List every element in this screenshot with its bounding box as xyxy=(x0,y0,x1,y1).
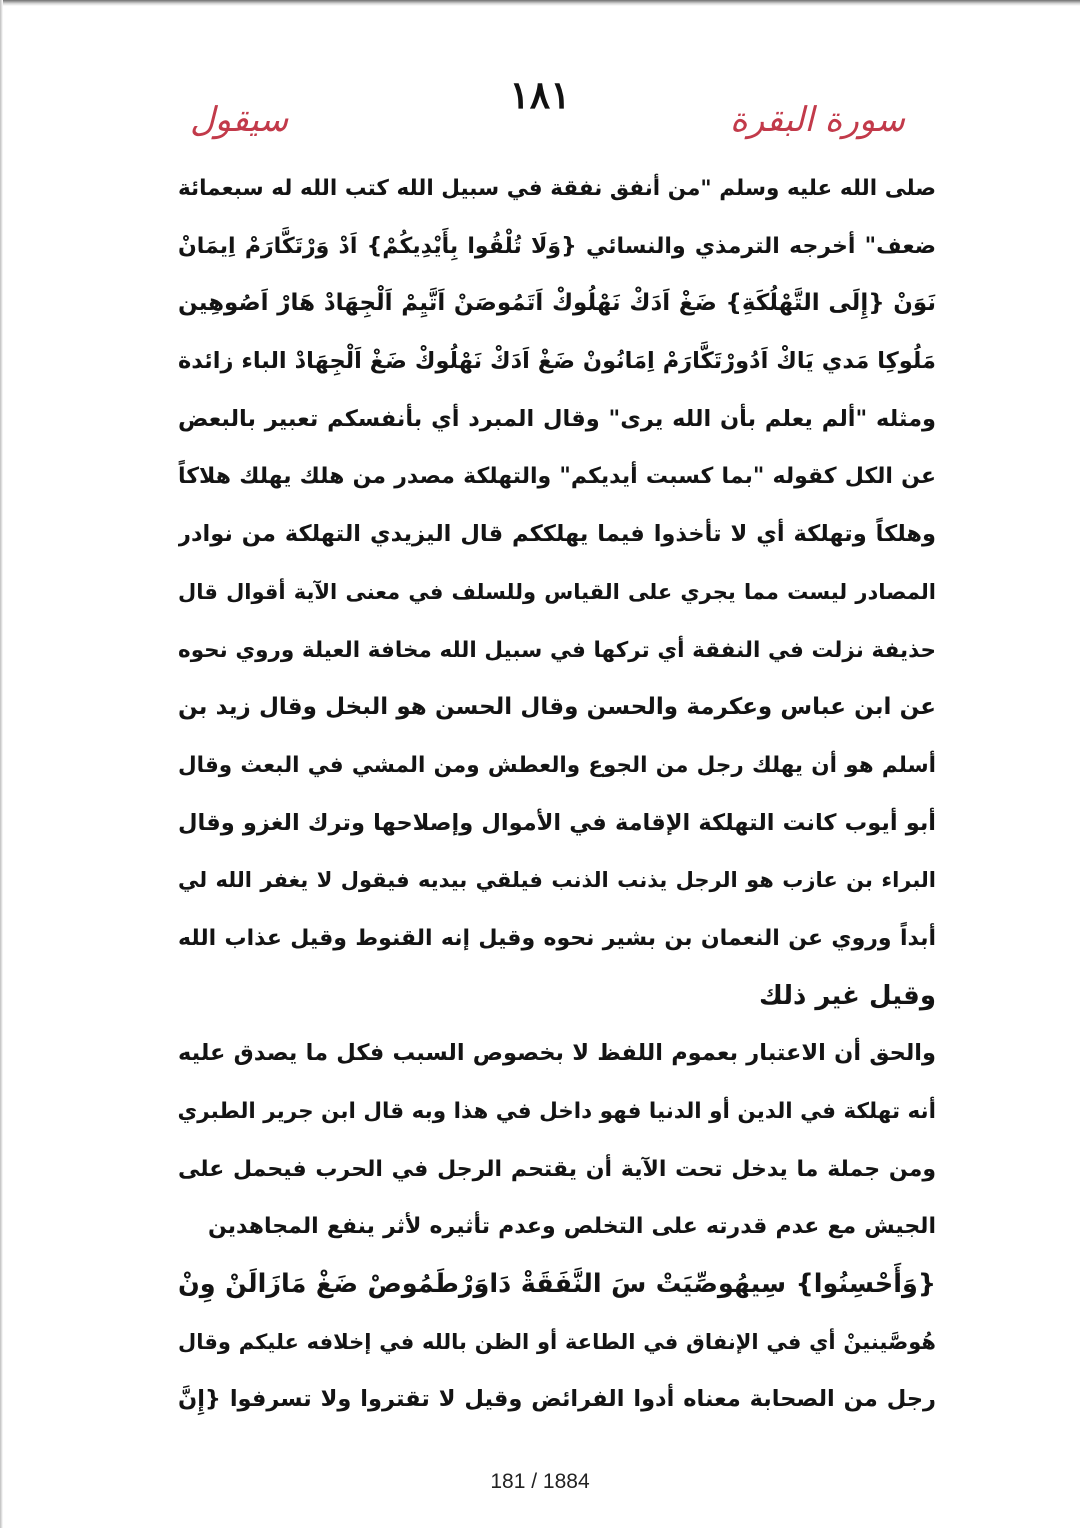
text-line: {وَأَحْسِنُوا} سِيهُوصِّيَتْ سَ النَّفَقَةْ دَاوَرْطَمُوصْ ضَغْ مَازَالَنْ وِنْ xyxy=(178,1269,936,1300)
body-text xyxy=(178,160,936,1429)
text-line: حذيفة نزلت في النفقة أي تركها في سبيل الله مخافة العيلة وروي نحوه xyxy=(178,637,936,663)
text-line: ومن جملة ما يدخل تحت الآية أن يقتحم الرجل في الحرب فيحمل على xyxy=(178,1156,936,1182)
text-line: هُوصَّينينْ أي في الإنفاق في الطاعة أو الظن بالله في إخلافه عليكم وقال xyxy=(178,1329,936,1354)
text-line: المصادر ليست مما يجري على القياس وللسلف في معنى الآية أقوال قال xyxy=(178,579,936,604)
text-line: مَلُوكِا مَدي يَاكْ اَدُورْتَكَّارَمْ اِمَانُونْ ضَغْ اَدَكْ نَهْلُوكْ ضَغْ اَلْجِهَادْ الباء زائدة xyxy=(178,348,936,375)
scan-edge-top xyxy=(0,0,1080,6)
text-line: أبداً وروي عن النعمان بن بشير نحوه وقيل إنه القنوط وقيل عذاب الله xyxy=(178,925,936,951)
text-line: أنه تهلكة في الدين أو الدنيا فهو داخل في هذا وبه قال ابن جرير الطبري xyxy=(178,1099,936,1124)
text-line: البراء بن عازب هو الرجل يذنب الذنب فيلقي بيديه فيقول لا يغفر الله لي xyxy=(178,868,936,893)
text-line: عن الكل كقوله "بما كسبت أيديكم" والتهلكة مصدر من هلك يهلك هلاكاً xyxy=(178,464,936,490)
handwritten-juz-note: سيقول xyxy=(190,100,289,140)
text-line: أبو أيوب كانت التهلكة الإقامة في الأموال وإصلاحها وترك الغزو وقال xyxy=(178,809,936,836)
text-line: رجل من الصحابة معناه أدوا الفرائض وقيل لا تقتروا ولا تسرفوا {إِنَّ xyxy=(178,1386,936,1413)
text-line: الجيش مع عدم قدرته على التخلص وعدم تأثيره لأثر ينفع المجاهدين xyxy=(208,1214,936,1240)
text-line: نَوَنْ {إِلَى التَّهْلُكَةِ} ضَغْ اَدَكْ نَهْلُوكْ اَتَمُوصَنْ اَتَّيِمْ اَلْجِهَادْ هَارْ اَصُوهِين xyxy=(178,290,936,317)
text-line: أسلم هو أن يهلك رجل من الجوع والعطش ومن المشي في البعث وقال xyxy=(178,752,936,778)
text-line: ضعف" أخرجه الترمذي والنسائي {وَلَا تُلْقُوا بِأَيْدِيكُمْ} اَدْ وَرْتَكَّارَمْ اِيمَانْ xyxy=(178,233,936,259)
page-number: ١٨١ xyxy=(509,72,571,117)
text-line: والحق أن الاعتبار بعموم اللفظ لا بخصوص السبب فكل ما يصدق عليه xyxy=(178,1040,936,1067)
text-line: وقيل غير ذلك xyxy=(759,980,936,1011)
scan-edge-left xyxy=(0,0,3,1528)
handwritten-surah-note: سورة البقرة xyxy=(730,100,905,140)
text-line: وهلكاً وتهلكة أي لا تأخذوا فيما يهلككم قال اليزيدي التهلكة من نوادر xyxy=(178,521,936,548)
text-line: صلى الله عليه وسلم "من أنفق نفقة في سبيل الله كتب الله له سبعمائة xyxy=(178,176,936,201)
text-line: عن ابن عباس وعكرمة والحسن وقال الحسن هو البخل وقال زيد بن xyxy=(178,694,936,721)
text-line: ومثله "ألم يعلم بأن الله يرى" وقال المبرد أي بأنفسكم تعبير بالبعض xyxy=(178,405,936,432)
pagination-indicator: 181 / 1884 xyxy=(490,1470,590,1493)
